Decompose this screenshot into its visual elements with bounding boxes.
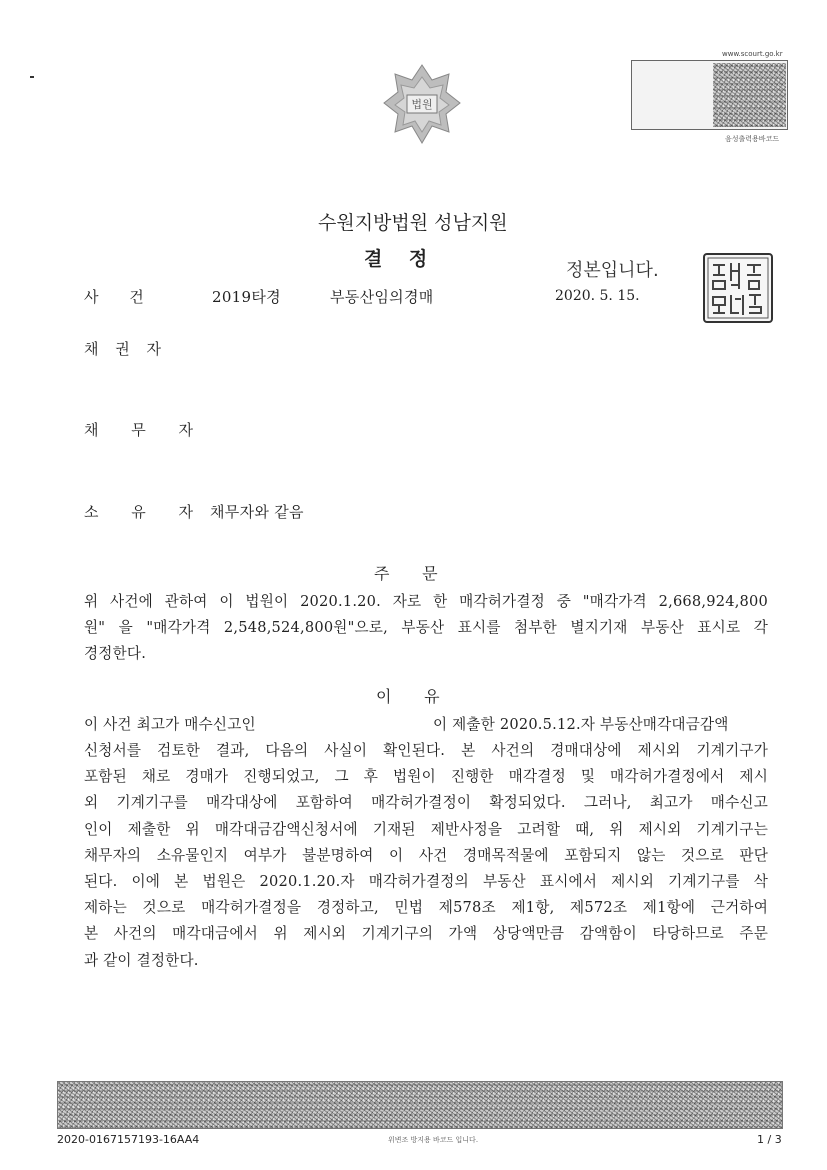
reason-line: 인이 제출한 위 매각대금감액신청서에 기재된 제반사정을 고려할 때, 위 제시외 기계기구는 bbox=[84, 820, 768, 838]
debtor-label: 채 무 자 bbox=[84, 421, 208, 439]
court-emblem-icon bbox=[383, 63, 461, 145]
reason-line: 신청서를 검토한 결과, 다음의 사실이 확인된다. 본 사건의 경매대상에 제시외 기계기구가 bbox=[84, 742, 768, 759]
voice-barcode bbox=[713, 63, 786, 127]
barcode-url: www.scourt.go.kr bbox=[722, 50, 783, 58]
case-name: 부동산임의경매 bbox=[330, 288, 434, 306]
reason-line: 포함된 채로 경매가 진행되었고, 그 후 법원이 진행한 매각결정 및 매각허가결정에서 제시 bbox=[84, 768, 768, 786]
reason-heading: 이 유 bbox=[376, 687, 440, 706]
reason-body bbox=[84, 738, 768, 974]
order-heading: 주 문 bbox=[374, 564, 438, 583]
case-label: 사 건 bbox=[84, 288, 144, 306]
certified-copy-stamp: 정본입니다. bbox=[566, 260, 659, 281]
reason-line-1b: 이 제출한 2020.5.12.자 부동산매각대금감액 bbox=[433, 716, 729, 733]
barcode-notice: 위변조 방지용 바코드 입니다. bbox=[388, 1136, 479, 1144]
document-id: 2020-0167157193-16AA4 bbox=[57, 1133, 200, 1146]
document-type: 결 정 bbox=[364, 248, 428, 270]
barcode-caption: 음성출력용바코드 bbox=[725, 135, 780, 143]
owner-value: 채무자와 같음 bbox=[210, 503, 304, 521]
official-seal-icon bbox=[703, 253, 773, 323]
order-line: 위 사건에 관하여 이 법원이 2020.1.20. 자로 한 매각허가결정 중 "매각가격 2,668,924,800 bbox=[84, 593, 768, 610]
anti-forgery-barcode bbox=[57, 1081, 783, 1129]
reason-line: 과 같이 결정한다. bbox=[84, 951, 199, 969]
reason-line: 제하는 것으로 매각허가결정을 경정하고, 민법 제578조 제1항, 제572조 제1항에 근거하여 bbox=[84, 899, 768, 917]
voice-barcode-frame bbox=[631, 60, 788, 130]
reason-line: 외 기계기구를 매각대상에 포함하여 매각허가결정이 확정되었다. 그러나, 최고가 매수신고 bbox=[84, 794, 768, 812]
page-number: 1 / 3 bbox=[757, 1133, 782, 1146]
court-name: 수원지방법원 성남지원 bbox=[318, 212, 508, 234]
owner-label: 소 유 자 bbox=[84, 503, 208, 521]
order-line: 경정한다. bbox=[84, 645, 147, 663]
reason-line-1a: 이 사건 최고가 매수신고인 bbox=[84, 716, 256, 733]
reason-line: 된다. 이에 본 법원은 2020.1.20.자 매각허가결정의 부동산 표시에서 제시외 기계기구를 삭 bbox=[84, 873, 768, 891]
order-line: 원" 을 "매각가격 2,548,524,800원"으로, 부동산 표시를 첨부한 별지기재 부동산 표시로 각 bbox=[84, 619, 768, 637]
emblem-text: 법원 bbox=[411, 98, 433, 111]
order-body bbox=[84, 589, 768, 668]
reason-line: 본 사건의 매각대금에서 위 제시외 기계기구의 가액 상당액만큼 감액함이 타당하므로 주문 bbox=[84, 925, 768, 943]
scan-mark bbox=[30, 76, 34, 78]
case-number: 2019타경 bbox=[212, 288, 281, 306]
creditor-label: 채 권 자 bbox=[84, 340, 168, 358]
reason-line: 채무자의 소유물인지 여부가 불분명하여 이 사건 경매목적물에 포함되지 않는 것으로 판단 bbox=[84, 846, 768, 864]
copy-date: 2020. 5. 15. bbox=[555, 288, 640, 304]
